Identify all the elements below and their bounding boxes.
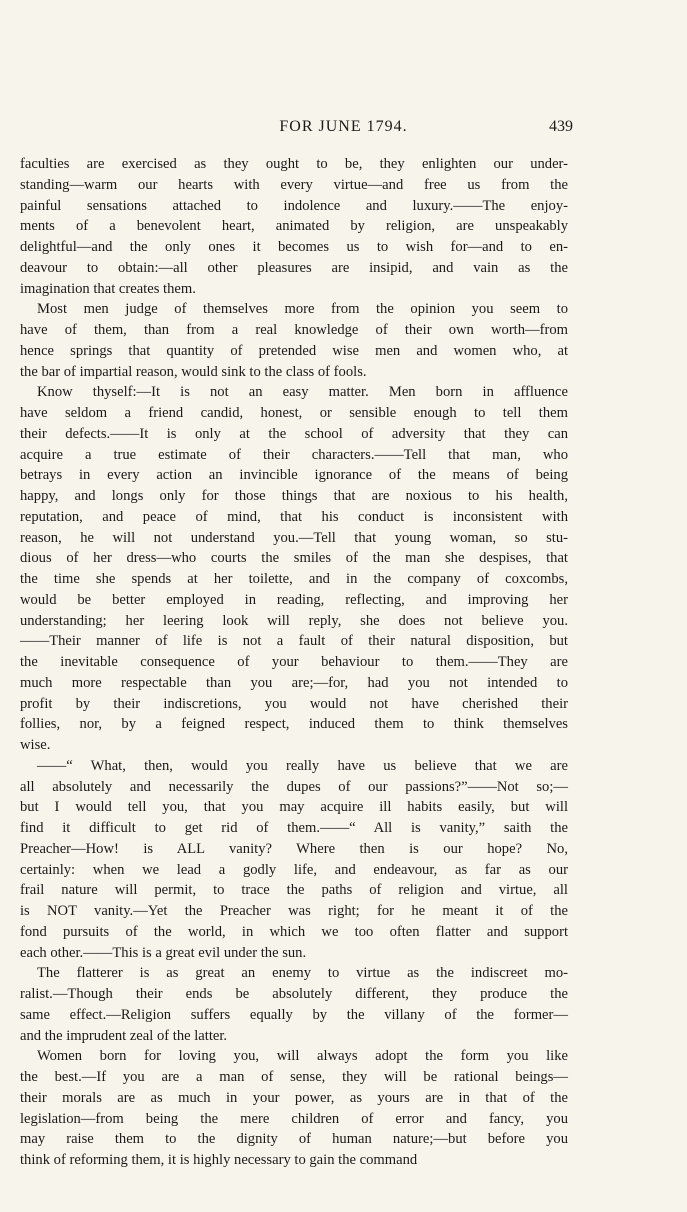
text-line: ralist.—Though their ends be absolutely different, they produce the (20, 986, 568, 1002)
text-line: dious of her dress—who courts the smiles of the man she despises, that (20, 550, 568, 567)
body-text (20, 154, 568, 1171)
text-line: their defects.——It is only at the school of adversity that they can (20, 425, 568, 442)
text-line: legislation—from being the mere children of error and fancy, you (20, 1110, 568, 1127)
paragraph (20, 154, 568, 299)
text-line: acquire a true estimate of their characters.——Tell that man, who (20, 446, 568, 463)
text-line: happy, and longs only for those things that are noxious to his health, (20, 488, 568, 504)
text-line: but I would tell you, that you may acquire ill habits easily, but will (20, 799, 568, 816)
text-line: may raise them to the dignity of human nature;—but before you (20, 1131, 568, 1148)
paragraph (20, 1046, 568, 1171)
text-line: betrays in every action an invincible ignorance of the means of being (20, 467, 568, 484)
text-line: the bar of impartial reason, would sink to the class of fools. (20, 363, 367, 380)
text-line: imagination that creates them. (20, 280, 196, 297)
text-line: think of reforming them, it is highly necessary to gain the command (20, 1152, 418, 1168)
text-line: have seldom a friend candid, honest, or sensible enough to tell them (20, 405, 568, 421)
text-line: would be better employed in reading, reflecting, and improving her (20, 591, 568, 608)
paragraph (20, 963, 568, 1046)
text-line: and the imprudent zeal of the latter. (20, 1027, 228, 1044)
text-line: certainly: when we lead a godly life, and endeavour, as far as our (20, 861, 568, 878)
page-number: 439 (549, 118, 573, 135)
text-line: delightful—and the only ones it becomes us to wish for—and to en- (20, 239, 568, 255)
text-line: frail nature will permit, to trace the paths of religion and virtue, all (20, 882, 568, 899)
text-line: wise. (20, 737, 51, 753)
text-line: Women born for loving you, will always adopt the form you like (37, 1048, 568, 1065)
text-line: much more respectable than you are;—for, had you not intended to (20, 674, 568, 691)
text-line: standing—warm our hearts with every virtue—and free us from the (20, 176, 568, 193)
text-line: all absolutely and necessarily the dupes of our passions?”——Not so;— (20, 778, 568, 795)
text-line: follies, nor, by a feigned respect, induced them to think themselves (20, 716, 568, 733)
text-line: the time she spends at her toilette, and in the company of coxcombs, (20, 571, 568, 587)
text-line: their morals are as much in your power, as yours are in that of the (20, 1089, 568, 1106)
text-line: Most men judge of themselves more from the opinion you seem to (37, 301, 568, 318)
text-line: ments of a benevolent heart, animated by religion, are unspeakably (20, 218, 568, 235)
text-line: profit by their indiscretions, you would not have cherished their (20, 695, 568, 712)
paragraph (20, 382, 568, 756)
text-line: is NOT vanity.—Yet the Preacher was right; for he meant it of the (20, 903, 568, 919)
text-line: hence springs that quantity of pretended wise men and women who, at (20, 342, 568, 359)
text-line: painful sensations attached to indolence and luxury.——The enjoy- (20, 197, 568, 214)
text-line: the best.—If you are a man of sense, they will be rational beings— (20, 1069, 568, 1085)
text-line: Preacher—How! is ALL vanity? Where then is our hope? No, (20, 840, 568, 857)
text-line: ——“ What, then, would you really have us believe that we are (37, 757, 568, 774)
text-line: ——Their manner of life is not a fault of their natural disposition, but (20, 633, 568, 650)
text-line: reputation, and peace of mind, that his conduct is inconsistent with (20, 508, 568, 525)
text-line: The flatterer is as great an enemy to virtue as the indiscreet mo- (37, 965, 568, 982)
text-line: find it difficult to get rid of them.——“ All is vanity,” saith the (20, 820, 568, 836)
text-line: reason, he will not understand you.—Tell that young woman, so stu- (20, 529, 568, 546)
running-head (0, 118, 687, 140)
running-title: FOR JUNE 1794. (279, 118, 408, 135)
text-line: Know thyself:—It is not an easy matter. Men born in affluence (37, 384, 568, 401)
text-line: have of them, than from a real knowledge of their own worth—from (20, 322, 568, 338)
text-line: the inevitable consequence of your behaviour to them.——They are (20, 654, 568, 670)
paragraph (20, 756, 568, 964)
text-line: deavour to obtain:—all other pleasures are insipid, and vain as the (20, 259, 568, 276)
text-line: each other.——This is a great evil under the sun. (20, 944, 307, 961)
text-line: fond pursuits of the world, in which we too often flatter and support (20, 923, 568, 940)
text-line: understanding; her leering look will reply, she does not believe you. (20, 612, 568, 629)
text-line: same effect.—Religion suffers equally by the villany of the former— (20, 1006, 568, 1023)
paragraph (20, 299, 568, 382)
text-line: faculties are exercised as they ought to be, they enlighten our under- (20, 156, 568, 172)
